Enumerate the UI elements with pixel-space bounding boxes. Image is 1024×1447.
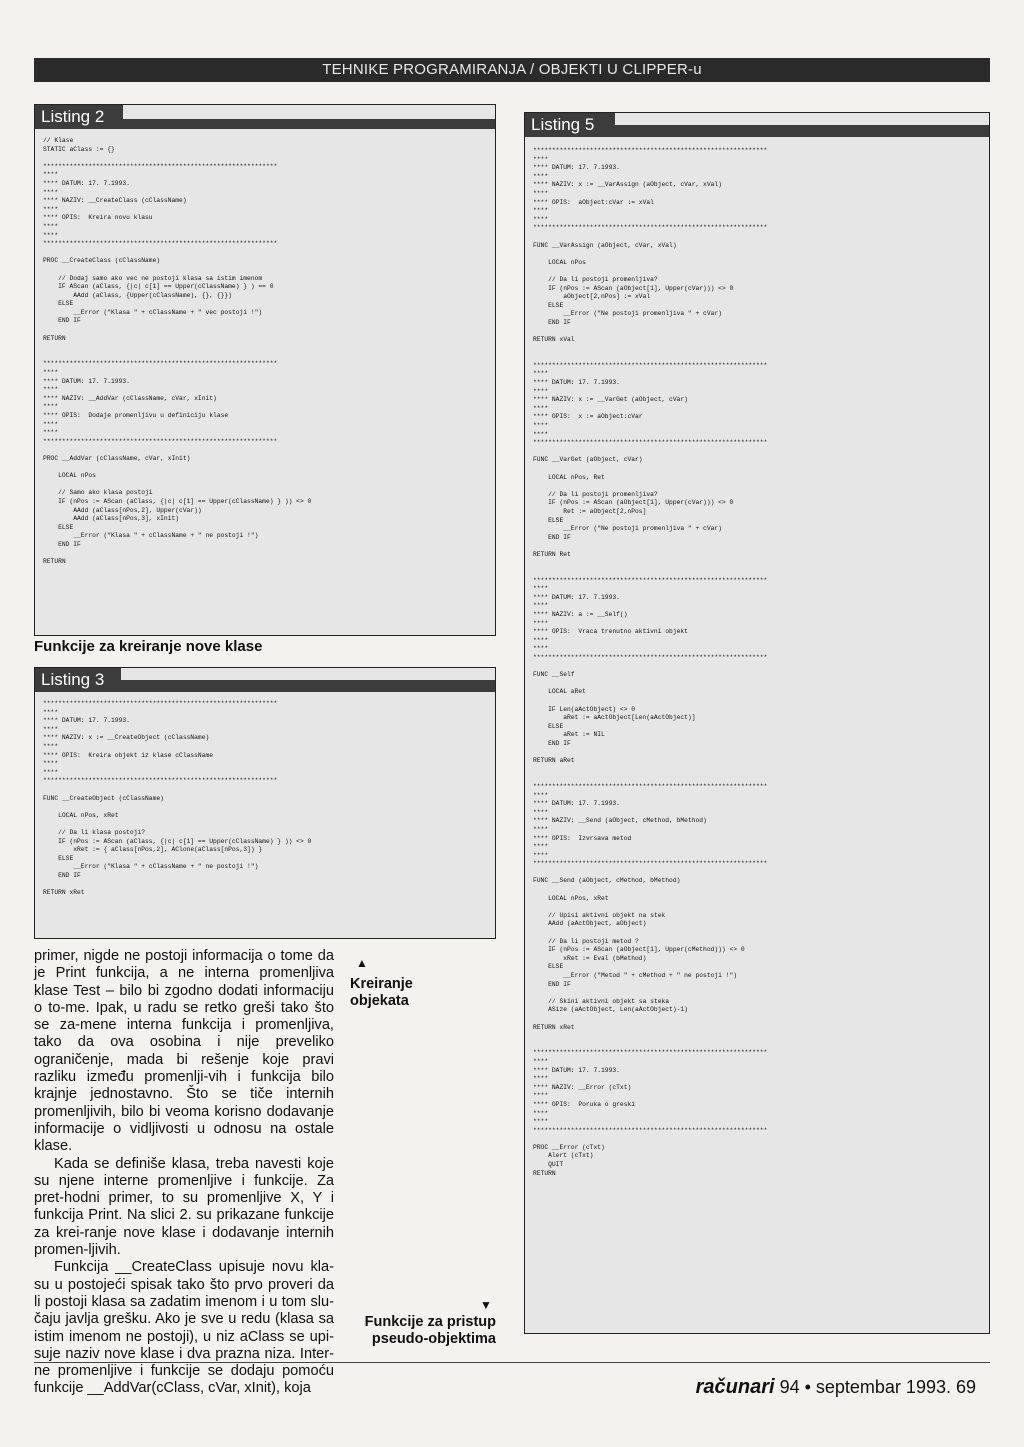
footer-issue: 94 • septembar 1993. 69 [779,1377,976,1397]
section-header: TEHNIKE PROGRAMIRANJA / OBJEKTI U CLIPPER-u [34,58,990,82]
footer [696,1376,976,1399]
paragraph-2: Kada se definiše klasa, treba navesti koje su njene interne promenljive i funkcije. Za pret-hodni primer, to su promenljive X, Y i funkcija Print. Na slici 2. su prikazane funkcije za krei-ranje nove klase i dodavanje internih promen-ljivih. [34,1155,334,1259]
paragraph-3: Funkcija __CreateClass upisuje novu kla-su u postojeći spisak tako što prvo proveri da li postoji klasa sa zadatim imenom i u tom slu-čaju javlja grešku. Ako je sve u redu (klasa sa istim imenom ne postoji), u niz aClass se upi-suje naziv nove klase i dva prazna niza. Inter-ne promenljive i funkcije se dodaju pomoću funkcije __AddVar(cClass, cVar, xInit), koja [34,1259,334,1397]
listing-5-title-rule [609,125,989,137]
listing-3-title: Listing 3 [35,668,121,692]
listing-3-code: ************************************************************** **** **** DATUM: 17. 7.1993. **** **** NAZIV: x := __CreateObject (cClassName) **** **** OPIS: Kreira objekt iz klase cClassName **** **** ************************************************************** FUNC __CreateObject (cClassName) LOCAL nPos, xRet // Da li klasa postoji? IF (nPos := AScan (aClass, {|c| c[1] == Upper(cClassName) } )) <> 0 xRet := { aClass[nPos,2], AClone(aClass[nPos,3]) } ELSE __Error ("Klasa " + cClassName + " ne postoji !") END IF RETURN xRet [43,700,312,897]
listing-5-title: Listing 5 [525,113,615,137]
arrow-down-icon: ▼ [480,1298,492,1312]
listing-3-title-rule [115,680,495,692]
footer-rule [34,1362,990,1363]
paragraph-1: primer, nigde ne postoji informacija o tome da je Print funkcija, a ne interna promenljiva klase Test – bilo bi zgodno dodati informaciju o to-me. Ipak, u radu se retko greši tako što se za-mene interna funkcija i promenljiva, tako da ova osobina i nije preveliko ograničenje, mada bi rešenje koje pravi razliku između promenlji-vih i funkcija bilo krajnje jednostavno. Što se tiče internih promenljivih, bilo bi veoma korisno dodavanje informacije o vidljivosti u odnosu na ostale klase. [34,948,334,1155]
arrow-up-icon: ▲ [356,956,368,970]
caption-kreiranje-objekata: Kreiranje objekata [350,976,413,1009]
listing-2-box [34,104,496,636]
footer-brand: računari [695,1376,775,1398]
listing-5-code: ************************************************************** **** **** DATUM: 17. 7.1993. **** **** NAZIV: x := __VarAssign (aObject, cVar, xVal) **** **** OPIS: aObject:cVar := xVal **** **** ************************************************************** FUNC __VarAssign (aObject, cVar, xVal) LOCAL nPos // Da li postoji promenljiva? IF (nPos := AScan (aObject[1], Upper(cVar))) <> 0 aObject[2,nPos] := xVal ELSE __Error ("Ne postoji promenljiva " + cVar) END IF RETURN xVal ************************************************************** **** **** DATUM: 17. 7.1993. **** **** NAZIV: x := __VarGet (aObject, cVar) **** **** OPIS: x := aObject:cVar **** **** ************************************************************** FUNC __VarGet (aObject, cVar) LOCAL nPos, Ret // Da li postoji promenljiva? IF (nPos := AScan (aObject[1], Upper(cVar))) <> 0 Ret := aObject[2,nPos] ELSE __Error ("Ne postoji promenljiva " + cVar) END IF RETURN Ret ************************************************************** **** **** DATUM: 17. 7.1993. **** **** NAZIV: a := __Self() **** **** OPIS: Vraca trenutno aktivni objekt **** **** ************************************************************** FUNC __Self LOCAL aRet IF Len(aActObject) <> 0 aRet := aActObject[Len(aActObject)] ELSE aRet := NIL END IF RETURN aRet ************************************************************** **** **** DATUM: 17. 7.1993. **** **** NAZIV: __Send (aObject, cMethod, bMethod) **** **** OPIS: Izvrsava metod **** **** ************************************************************** FUNC __Send (aObject, cMethod, bMethod) LOCAL nPos, xRet // Upisi aktivni objekt na stek AAdd (aActObject, aObject) // Da li postoji metod ? IF (nPos := AScan (aObject[1], Upper(cMethod))) <> 0 xRet := Eval (bMethod) ELSE __Error ("Metod " + cMethod + " ne postoji !") END IF // Skini aktivni objekt sa steka ASize (aActObject, Len(aActObject)-1) RETURN xRet ************************************************************** **** **** DATUM: 17. 7.1993. **** **** NAZIV: __Error (cTxt) **** **** OPIS: Poruka o greski **** **** ************************************************************** PROC __Error (cTxt) Alert (cTxt) QUIT RETURN [533,147,768,1177]
caption-kreiranje-klase: Funkcije za kreiranje nove klase [34,638,263,655]
listing-2-code: // Klase STATIC aClass := {} ************************************************************** **** **** DATUM: 17. 7.1993. **** **** NAZIV: __CreateClass (cClassName) **** **** OPIS: Kreira novu klasu **** **** ************************************************************** PROC __CreateClass (cClassName) // Dodaj samo ako vec ne postoji klasa sa istim imenom IF AScan (aClass, {|c| c[1] == Upper(cClassName) } ) == 0 AAdd (aClass, {Upper(cClassName), {}, {}}) ELSE __Error ("Klasa " + cClassName + " vec postoji !") END IF RETURN ************************************************************** **** **** DATUM: 17. 7.1993. **** **** NAZIV: __AddVar (cClassName, cVar, xInit) **** **** OPIS: Dodaje promenljivu u definiciju klase **** **** ************************************************************** PROC __AddVar (cClassName, cVar, xInit) LOCAL nPos // Samo ako klasa postoji IF (nPos := AScan (aClass, {|c| c[1] == Upper(cClassName) } )) <> 0 AAdd (aClass[nPos,2], Upper(cVar)) AAdd (aClass[nPos,3], xInit) ELSE __Error ("Klasa " + cClassName + " ne postoji !") END IF RETURN [43,137,312,566]
listing-2-title-rule [117,119,495,129]
caption-pristup: Funkcije za pristup pseudo-objektima [364,1314,496,1347]
article-body [34,948,334,1397]
listing-3-box [34,667,496,939]
listing-5-box [524,112,990,1334]
listing-2-title: Listing 2 [35,105,123,129]
